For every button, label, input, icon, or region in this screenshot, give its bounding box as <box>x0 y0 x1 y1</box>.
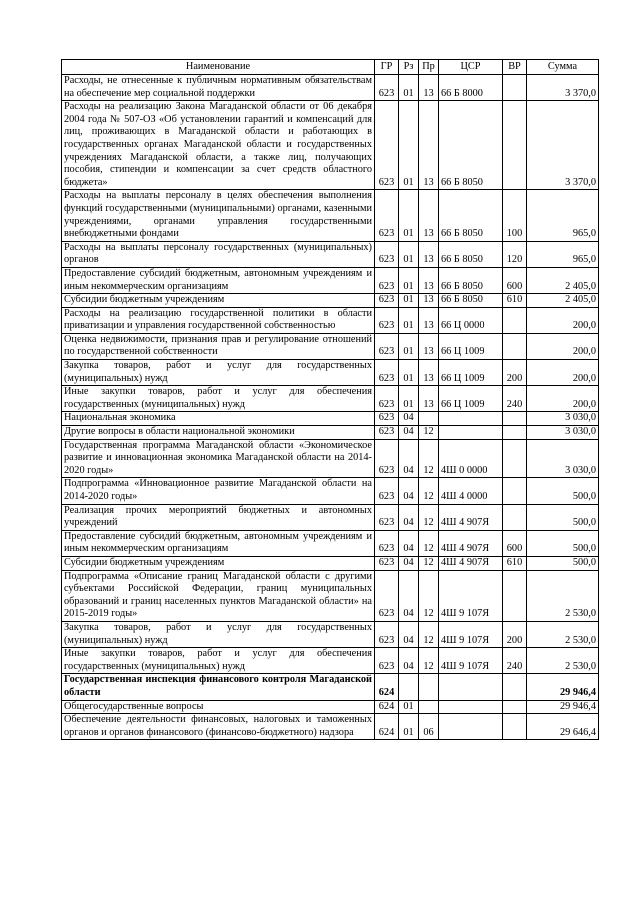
csr-cell <box>439 412 503 426</box>
name-cell: Оценка недвижимости, признания прав и регулирование отношений по государственной собственности <box>62 333 375 359</box>
table-row <box>62 360 599 386</box>
pr-cell: 13 <box>419 101 439 190</box>
sum-cell: 200,0 <box>527 360 599 386</box>
rz-cell: 01 <box>399 360 419 386</box>
vr-cell: 120 <box>503 241 527 267</box>
table-row <box>62 648 599 674</box>
sum-cell: 29 646,4 <box>527 714 599 740</box>
gr-cell: 623 <box>375 294 399 308</box>
csr-cell <box>439 426 503 440</box>
vr-cell: 200 <box>503 621 527 647</box>
csr-cell: 66 Б 8050 <box>439 267 503 293</box>
sum-cell: 2 530,0 <box>527 648 599 674</box>
csr-cell: 66 Б 8050 <box>439 294 503 308</box>
gr-cell: 623 <box>375 426 399 440</box>
header-name: Наименование <box>62 60 375 75</box>
rz-cell: 04 <box>399 530 419 556</box>
name-cell: Расходы на выплаты персоналу в целях обеспечения выполнения функций государственными (муниципальными) органами, казенными учреждениями, органами управления государственными внебюджетными фондами <box>62 190 375 241</box>
gr-cell: 624 <box>375 700 399 714</box>
csr-cell: 4Ш 9 107Я <box>439 648 503 674</box>
name-cell: Закупка товаров, работ и услуг для государственных (муниципальных) нужд <box>62 621 375 647</box>
gr-cell: 623 <box>375 75 399 101</box>
table-row <box>62 621 599 647</box>
table-header-row <box>62 60 599 75</box>
name-cell: Иные закупки товаров, работ и услуг для обеспечения государственных (муниципальных) нужд <box>62 648 375 674</box>
rz-cell: 01 <box>399 241 419 267</box>
csr-cell: 66 Б 8050 <box>439 190 503 241</box>
sum-cell: 2 405,0 <box>527 267 599 293</box>
name-cell: Расходы на реализацию государственной политики в области приватизации и управления государственной собственностью <box>62 307 375 333</box>
gr-cell: 624 <box>375 714 399 740</box>
rz-cell <box>399 674 419 700</box>
gr-cell: 623 <box>375 101 399 190</box>
table-row <box>62 504 599 530</box>
name-cell: Предоставление субсидий бюджетным, автономным учреждениям и иным некоммерческим организациям <box>62 267 375 293</box>
pr-cell: 13 <box>419 241 439 267</box>
vr-cell: 600 <box>503 267 527 293</box>
table-row <box>62 674 599 700</box>
table-row <box>62 439 599 478</box>
gr-cell: 624 <box>375 674 399 700</box>
table-row <box>62 412 599 426</box>
csr-cell <box>439 700 503 714</box>
name-cell: Иные закупки товаров, работ и услуг для обеспечения государственных (муниципальных) нужд <box>62 386 375 412</box>
table-row <box>62 530 599 556</box>
gr-cell: 623 <box>375 648 399 674</box>
pr-cell: 12 <box>419 530 439 556</box>
csr-cell: 4Ш 4 0000 <box>439 478 503 504</box>
table-row <box>62 75 599 101</box>
gr-cell: 623 <box>375 530 399 556</box>
vr-cell <box>503 714 527 740</box>
sum-cell: 500,0 <box>527 530 599 556</box>
vr-cell <box>503 412 527 426</box>
name-cell: Подпрограмма «Инновационное развитие Магаданской области на 2014-2020 годы» <box>62 478 375 504</box>
csr-cell: 4Ш 4 907Я <box>439 556 503 570</box>
sum-cell: 3 030,0 <box>527 412 599 426</box>
table-row <box>62 267 599 293</box>
header-csr: ЦСР <box>439 60 503 75</box>
gr-cell: 623 <box>375 412 399 426</box>
header-pr: Пр <box>419 60 439 75</box>
gr-cell: 623 <box>375 570 399 621</box>
table-row <box>62 714 599 740</box>
name-cell: Обеспечение деятельности финансовых, налоговых и таможенных органов и органов финансового (финансово-бюджетного) надзора <box>62 714 375 740</box>
pr-cell: 12 <box>419 556 439 570</box>
csr-cell: 4Ш 4 907Я <box>439 530 503 556</box>
header-vr: ВР <box>503 60 527 75</box>
table-row <box>62 570 599 621</box>
sum-cell: 200,0 <box>527 307 599 333</box>
csr-cell: 66 Ц 1009 <box>439 360 503 386</box>
pr-cell: 13 <box>419 333 439 359</box>
rz-cell: 04 <box>399 439 419 478</box>
vr-cell: 610 <box>503 556 527 570</box>
gr-cell: 623 <box>375 307 399 333</box>
header-rz: Рз <box>399 60 419 75</box>
vr-cell <box>503 75 527 101</box>
vr-cell <box>503 101 527 190</box>
rz-cell: 04 <box>399 648 419 674</box>
pr-cell <box>419 412 439 426</box>
pr-cell: 13 <box>419 360 439 386</box>
rz-cell: 01 <box>399 700 419 714</box>
gr-cell: 623 <box>375 190 399 241</box>
gr-cell: 623 <box>375 439 399 478</box>
rz-cell: 01 <box>399 267 419 293</box>
rz-cell: 04 <box>399 426 419 440</box>
name-cell: Субсидии бюджетным учреждениям <box>62 556 375 570</box>
table-row <box>62 190 599 241</box>
budget-table <box>61 59 599 740</box>
csr-cell <box>439 714 503 740</box>
pr-cell: 12 <box>419 439 439 478</box>
pr-cell: 13 <box>419 294 439 308</box>
sum-cell: 500,0 <box>527 556 599 570</box>
pr-cell: 12 <box>419 426 439 440</box>
csr-cell: 4Ш 4 907Я <box>439 504 503 530</box>
sum-cell: 965,0 <box>527 190 599 241</box>
sum-cell: 2 530,0 <box>527 621 599 647</box>
pr-cell: 12 <box>419 504 439 530</box>
sum-cell: 2 405,0 <box>527 294 599 308</box>
gr-cell: 623 <box>375 504 399 530</box>
pr-cell: 12 <box>419 570 439 621</box>
csr-cell: 66 Ц 1009 <box>439 333 503 359</box>
vr-cell <box>503 700 527 714</box>
vr-cell <box>503 478 527 504</box>
pr-cell: 13 <box>419 190 439 241</box>
sum-cell: 29 946,4 <box>527 674 599 700</box>
pr-cell: 13 <box>419 267 439 293</box>
table-row <box>62 307 599 333</box>
csr-cell: 66 Ц 0000 <box>439 307 503 333</box>
gr-cell: 623 <box>375 360 399 386</box>
table-body <box>62 75 599 740</box>
pr-cell: 12 <box>419 478 439 504</box>
rz-cell: 04 <box>399 478 419 504</box>
sum-cell: 2 530,0 <box>527 570 599 621</box>
name-cell: Подпрограмма «Описание границ Магаданской области с другими субъектами Российской Федерации, границ муниципальных образований и границ населенных пунктов Магаданской области» на 2015-2019 годы» <box>62 570 375 621</box>
gr-cell: 623 <box>375 333 399 359</box>
header-sum: Сумма <box>527 60 599 75</box>
name-cell: Предоставление субсидий бюджетным, автономным учреждениям и иным некоммерческим организациям <box>62 530 375 556</box>
sum-cell: 200,0 <box>527 333 599 359</box>
pr-cell: 06 <box>419 714 439 740</box>
sum-cell: 500,0 <box>527 504 599 530</box>
gr-cell: 623 <box>375 267 399 293</box>
vr-cell: 600 <box>503 530 527 556</box>
vr-cell <box>503 674 527 700</box>
name-cell: Государственная инспекция финансового контроля Магаданской области <box>62 674 375 700</box>
name-cell: Расходы на реализацию Закона Магаданской области от 06 декабря 2004 года № 507-ОЗ «Об установлении гарантий и компенсаций для лиц, проживающих в Магаданской области и работающих в государственных органах Магаданской области и государственных учреждениях Магаданской области, а также лиц, получающих пособия, стипендии и компенсации за счет средств областного бюджета» <box>62 101 375 190</box>
rz-cell: 01 <box>399 333 419 359</box>
table-row <box>62 478 599 504</box>
rz-cell: 01 <box>399 75 419 101</box>
gr-cell: 623 <box>375 478 399 504</box>
table-row <box>62 101 599 190</box>
header-gr: ГР <box>375 60 399 75</box>
gr-cell: 623 <box>375 621 399 647</box>
table-row <box>62 426 599 440</box>
pr-cell: 13 <box>419 386 439 412</box>
pr-cell <box>419 674 439 700</box>
vr-cell <box>503 504 527 530</box>
csr-cell: 66 Ц 1009 <box>439 386 503 412</box>
csr-cell: 66 Б 8000 <box>439 75 503 101</box>
table-row <box>62 294 599 308</box>
rz-cell: 01 <box>399 101 419 190</box>
csr-cell: 66 Б 8050 <box>439 101 503 190</box>
pr-cell: 12 <box>419 621 439 647</box>
rz-cell: 01 <box>399 714 419 740</box>
vr-cell <box>503 307 527 333</box>
vr-cell <box>503 570 527 621</box>
rz-cell: 01 <box>399 294 419 308</box>
name-cell: Государственная программа Магаданской области «Экономическое развитие и инновационная экономика Магаданской области на 2014-2020 годы» <box>62 439 375 478</box>
name-cell: Субсидии бюджетным учреждениям <box>62 294 375 308</box>
vr-cell <box>503 426 527 440</box>
sum-cell: 29 946,4 <box>527 700 599 714</box>
pr-cell: 13 <box>419 307 439 333</box>
sum-cell: 3 030,0 <box>527 439 599 478</box>
sum-cell: 3 370,0 <box>527 75 599 101</box>
vr-cell: 610 <box>503 294 527 308</box>
rz-cell: 04 <box>399 504 419 530</box>
rz-cell: 04 <box>399 570 419 621</box>
pr-cell <box>419 700 439 714</box>
rz-cell: 04 <box>399 412 419 426</box>
vr-cell: 240 <box>503 386 527 412</box>
name-cell: Закупка товаров, работ и услуг для государственных (муниципальных) нужд <box>62 360 375 386</box>
sum-cell: 3 030,0 <box>527 426 599 440</box>
table-row <box>62 333 599 359</box>
table-row <box>62 556 599 570</box>
rz-cell: 01 <box>399 307 419 333</box>
table-row <box>62 386 599 412</box>
vr-cell <box>503 333 527 359</box>
sum-cell: 500,0 <box>527 478 599 504</box>
rz-cell: 04 <box>399 621 419 647</box>
table-row <box>62 241 599 267</box>
csr-cell: 4Ш 9 107Я <box>439 621 503 647</box>
name-cell: Реализация прочих мероприятий бюджетных и автономных учреждений <box>62 504 375 530</box>
name-cell: Общегосударственные вопросы <box>62 700 375 714</box>
gr-cell: 623 <box>375 386 399 412</box>
name-cell: Расходы, не отнесенные к публичным нормативным обязательствам на обеспечение мер социальной поддержки <box>62 75 375 101</box>
sum-cell: 3 370,0 <box>527 101 599 190</box>
name-cell: Другие вопросы в области национальной экономики <box>62 426 375 440</box>
pr-cell: 13 <box>419 75 439 101</box>
vr-cell <box>503 439 527 478</box>
vr-cell: 240 <box>503 648 527 674</box>
sum-cell: 965,0 <box>527 241 599 267</box>
sum-cell: 200,0 <box>527 386 599 412</box>
table-row <box>62 700 599 714</box>
vr-cell: 100 <box>503 190 527 241</box>
rz-cell: 01 <box>399 190 419 241</box>
csr-cell: 4Ш 9 107Я <box>439 570 503 621</box>
name-cell: Расходы на выплаты персоналу государственных (муниципальных) органов <box>62 241 375 267</box>
gr-cell: 623 <box>375 556 399 570</box>
pr-cell: 12 <box>419 648 439 674</box>
csr-cell: 4Ш 0 0000 <box>439 439 503 478</box>
csr-cell: 66 Б 8050 <box>439 241 503 267</box>
rz-cell: 04 <box>399 556 419 570</box>
csr-cell <box>439 674 503 700</box>
rz-cell: 01 <box>399 386 419 412</box>
vr-cell: 200 <box>503 360 527 386</box>
gr-cell: 623 <box>375 241 399 267</box>
name-cell: Национальная экономика <box>62 412 375 426</box>
